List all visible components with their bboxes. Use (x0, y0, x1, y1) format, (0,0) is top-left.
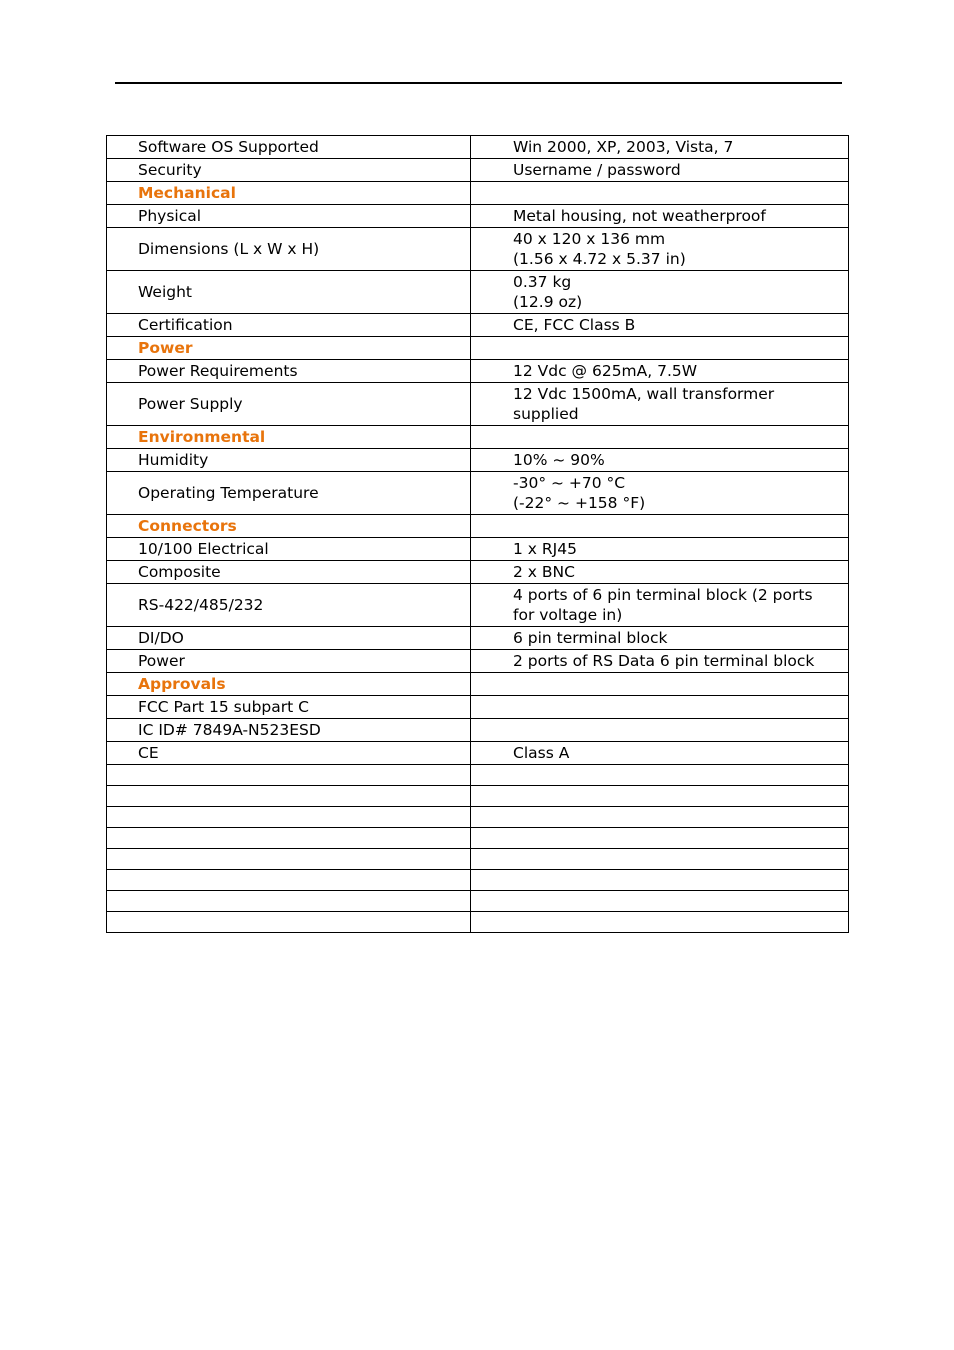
specifications-table (106, 135, 849, 933)
spec-value (471, 515, 849, 538)
spec-value (471, 828, 849, 849)
spec-value (471, 182, 849, 205)
table-row (107, 891, 849, 912)
table-row (107, 912, 849, 933)
table-row (107, 383, 849, 426)
spec-value (471, 891, 849, 912)
spec-value: 2 ports of RS Data 6 pin terminal block (471, 650, 849, 673)
table-row (107, 849, 849, 870)
spec-value: 6 pin terminal block (471, 627, 849, 650)
spec-value (471, 337, 849, 360)
spec-value (471, 426, 849, 449)
spec-label: RS-422/485/232 (107, 584, 471, 627)
section-title: Connectors (107, 515, 471, 538)
section-header-row (107, 182, 849, 205)
spec-value: 12 Vdc @ 625mA, 7.5W (471, 360, 849, 383)
section-title: Environmental (107, 426, 471, 449)
spec-value (471, 765, 849, 786)
section-header-row (107, 673, 849, 696)
spec-label: Operating Temperature (107, 472, 471, 515)
spec-label: IC ID# 7849A-N523ESD (107, 719, 471, 742)
table-row (107, 786, 849, 807)
section-title: Power (107, 337, 471, 360)
table-row (107, 870, 849, 891)
spec-label: Physical (107, 205, 471, 228)
table-row (107, 828, 849, 849)
spec-label: Power Supply (107, 383, 471, 426)
spec-value (471, 786, 849, 807)
spec-value (471, 807, 849, 828)
spec-label (107, 807, 471, 828)
spec-value: 2 x BNC (471, 561, 849, 584)
table-row (107, 807, 849, 828)
spec-label: DI/DO (107, 627, 471, 650)
spec-label: Composite (107, 561, 471, 584)
spec-label: Weight (107, 271, 471, 314)
table-row (107, 696, 849, 719)
spec-value: Win 2000, XP, 2003, Vista, 7 (471, 136, 849, 159)
section-header-row (107, 515, 849, 538)
spec-value-line: for voltage in) (513, 606, 623, 624)
spec-label: Security (107, 159, 471, 182)
spec-value: 10% ~ 90% (471, 449, 849, 472)
spec-label: Power Requirements (107, 360, 471, 383)
spec-value-line: supplied (513, 405, 579, 423)
table-row (107, 159, 849, 182)
table-row (107, 765, 849, 786)
spec-value (471, 271, 849, 314)
spec-value-line: 40 x 120 x 136 mm (513, 230, 666, 248)
section-header-row (107, 337, 849, 360)
spec-label (107, 765, 471, 786)
spec-value (471, 912, 849, 933)
spec-value-line: (12.9 oz) (513, 293, 583, 311)
table-row (107, 360, 849, 383)
spec-label: 10/100 Electrical (107, 538, 471, 561)
spec-label: FCC Part 15 subpart C (107, 696, 471, 719)
table-row (107, 561, 849, 584)
spec-label: Dimensions (L x W x H) (107, 228, 471, 271)
spec-value (471, 584, 849, 627)
spec-label (107, 891, 471, 912)
spec-value (471, 719, 849, 742)
spec-label (107, 870, 471, 891)
table-row (107, 742, 849, 765)
table-row (107, 627, 849, 650)
spec-value: Class A (471, 742, 849, 765)
table-row (107, 538, 849, 561)
spec-value (471, 870, 849, 891)
spec-label: Certification (107, 314, 471, 337)
table-row (107, 271, 849, 314)
spec-label (107, 786, 471, 807)
spec-value (471, 673, 849, 696)
table-row (107, 449, 849, 472)
spec-value-line: -30° ~ +70 °C (513, 474, 626, 492)
spec-value (471, 383, 849, 426)
header-rule (115, 82, 842, 84)
spec-value: CE, FCC Class B (471, 314, 849, 337)
spec-value: Username / password (471, 159, 849, 182)
spec-value-line: 0.37 kg (513, 273, 572, 291)
spec-label: Humidity (107, 449, 471, 472)
spec-value-line: (-22° ~ +158 °F) (513, 494, 646, 512)
table-row (107, 314, 849, 337)
spec-value: 1 x RJ45 (471, 538, 849, 561)
spec-value (471, 849, 849, 870)
table-row (107, 584, 849, 627)
table-row (107, 719, 849, 742)
section-title: Approvals (107, 673, 471, 696)
spec-label (107, 912, 471, 933)
table-row (107, 650, 849, 673)
spec-value (471, 472, 849, 515)
table-row (107, 472, 849, 515)
spec-label (107, 828, 471, 849)
table-row (107, 228, 849, 271)
spec-value-line: 4 ports of 6 pin terminal block (2 ports (513, 586, 813, 604)
spec-value (471, 696, 849, 719)
spec-label (107, 849, 471, 870)
section-header-row (107, 426, 849, 449)
spec-value-line: (1.56 x 4.72 x 5.37 in) (513, 250, 686, 268)
spec-value (471, 228, 849, 271)
table-row (107, 205, 849, 228)
spec-label: Power (107, 650, 471, 673)
spec-value: Metal housing, not weatherproof (471, 205, 849, 228)
table-row (107, 136, 849, 159)
spec-label: CE (107, 742, 471, 765)
spec-label: Software OS Supported (107, 136, 471, 159)
spec-value-line: 12 Vdc 1500mA, wall transformer (513, 385, 775, 403)
section-title: Mechanical (107, 182, 471, 205)
